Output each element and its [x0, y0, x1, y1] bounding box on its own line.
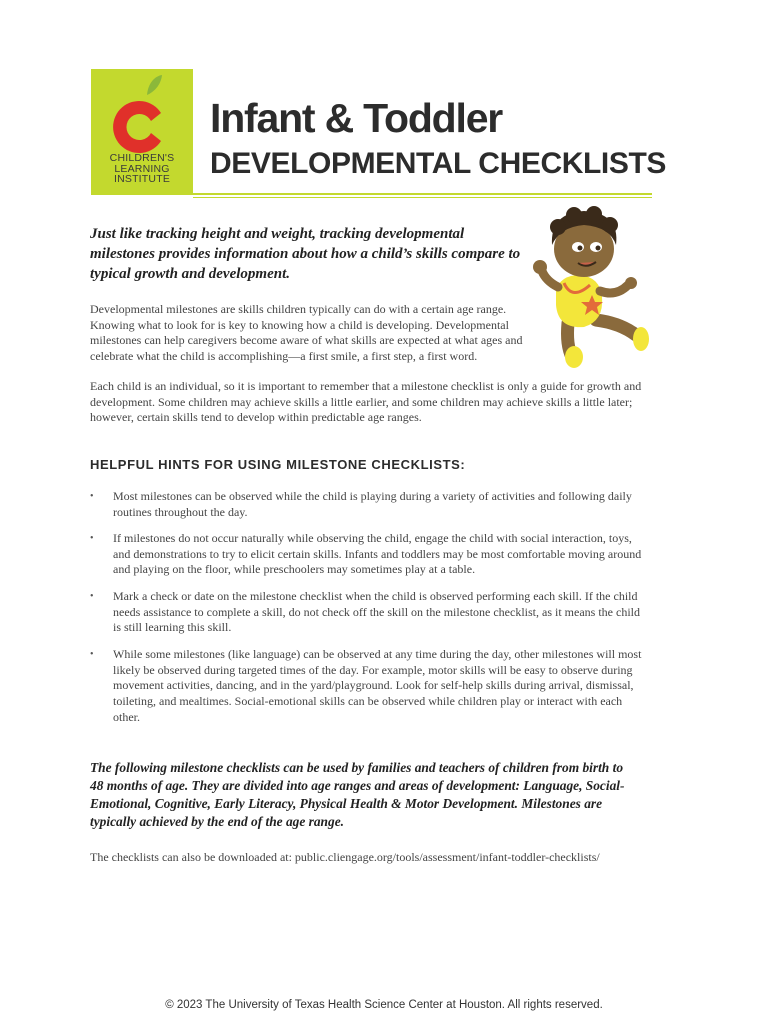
bullet-icon: • — [90, 591, 94, 602]
page-subtitle: DEVELOPMENTAL CHECKLISTS — [210, 147, 666, 180]
baby-illustration — [528, 205, 653, 375]
logo-line: INSTITUTE — [113, 173, 171, 185]
hint-text: Mark a check or date on the milestone checklist when the child is observed performing each skill. If the child needs assistance to complete a skill, do not check off the skill on the milestone checklist, as it means the child is still learning this skill. — [113, 589, 640, 635]
intro-paragraph-2: Each child is an individual, so it is important to remember that a milestone checklist is only a guide for growth and development. Some children may achieve skills a little earlier, and some children may achieve skills a little later; however, certain skills tend to develop within predictable age ranges. — [90, 379, 642, 425]
hint-text: If milestones do not occur naturally while observing the child, engage the child with social interaction, toys, and demonstrations to try to elicit certain skills. Infants and toddlers may be most comfortable moving around and playing on the floor, while preschoolers may sometimes play at a table. — [113, 531, 642, 577]
logo-line: CHILDREN'S — [109, 152, 175, 164]
page-title: Infant & Toddler — [210, 95, 503, 141]
hint-item — [90, 647, 650, 726]
bullet-icon: • — [90, 533, 94, 544]
hints-heading: HELPFUL HINTS FOR USING MILESTONE CHECKLISTS: — [90, 457, 466, 472]
hint-item — [90, 531, 650, 578]
intro-paragraph: Developmental milestones are skills children typically can do with a certain age range. Knowing what to look for is key to knowing how a child is developing. Developmental milestones can help caregivers become aware of what skills are expected at what ages and celebrate what the child is accomplishing—a first smile, a first step, a first word. — [90, 302, 523, 364]
hint-item — [90, 489, 650, 520]
closing-lead: The following milestone checklists can be used by families and teachers of children from birth to 48 months of age. They are divided into age ranges and areas of development: Language, Social-Emotional, Cognitive, Early Literacy, Physical Health & Motor Development. Milestones are typically achieved by the end of the age range. — [90, 760, 625, 829]
hint-text: While some milestones (like language) can be observed at any time during the day, other milestones will most likely be observed during targeted times of the day. For example, motor skills will be easy to observe during movement activities, dancing, and in the yard/playground. Look for self-help skills during arrival, dismissal, toileting, and mealtimes. Social-emotional skills can be observed while children play or interact with each other. — [113, 647, 642, 724]
header-divider — [193, 193, 652, 195]
c-letter-icon — [113, 101, 161, 153]
bullet-icon: • — [90, 491, 94, 502]
hint-text: Most milestones can be observed while the child is playing during a variety of activities and following daily routines throughout the day. — [113, 489, 632, 519]
header-divider-thin — [193, 197, 652, 198]
hint-item — [90, 589, 650, 636]
cli-logo — [91, 69, 193, 195]
logo-line: LEARNING — [114, 162, 170, 175]
download-note: The checklists can also be downloaded at: public.cliengage.org/tools/assessment/infant-toddler-checklists/ — [90, 850, 600, 864]
logo-wordmark — [91, 153, 193, 185]
leaf-icon — [147, 75, 162, 95]
bullet-icon: • — [90, 649, 94, 660]
footer-copyright: © 2023 The University of Texas Health Science Center at Houston. All rights reserved. — [165, 999, 603, 1011]
intro-lead: Just like tracking height and weight, tracking developmental milestones provides information about how a child’s skills compare to typical growth and development. — [90, 226, 521, 282]
